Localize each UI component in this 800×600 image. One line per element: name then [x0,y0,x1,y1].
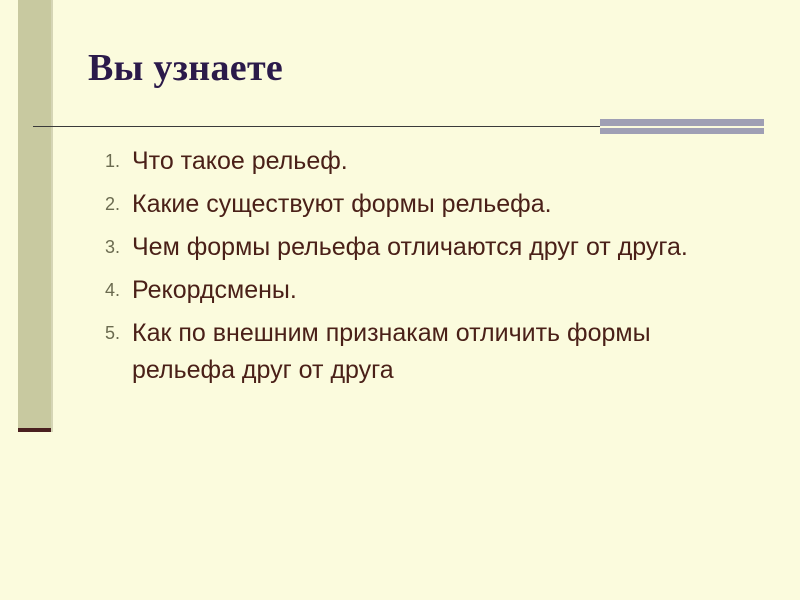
list-item-text: Чем формы рельефа отличаются друг от друга. [132,233,688,261]
list-item-number: 1. [104,151,120,171]
list-item [82,143,742,180]
list-item-text: Какие существуют формы рельефа. [132,190,552,218]
divider-accent-block-top [600,119,764,126]
title-divider [33,126,600,127]
left-edge-line [51,0,53,432]
list-item [82,272,742,309]
slide-title: Вы узнаете [88,47,284,89]
list-item-text: Что такое рельеф. [132,147,348,175]
numbered-list [82,143,742,395]
list-item-text: Как по внешним признакам отличить формы рельефа друг от друга [132,319,651,384]
list-item-text: Рекордсмены. [132,276,297,304]
list-item [82,229,742,266]
list-item-number: 3. [104,237,120,257]
left-decorative-bar [18,0,51,428]
list-item [82,186,742,223]
list-item-number: 4. [104,280,120,300]
left-dark-bar [18,428,51,432]
list-item [82,315,742,389]
divider-accent-block-bottom [600,128,764,134]
list-item-number: 5. [104,323,120,343]
list-item-number: 2. [104,194,120,214]
